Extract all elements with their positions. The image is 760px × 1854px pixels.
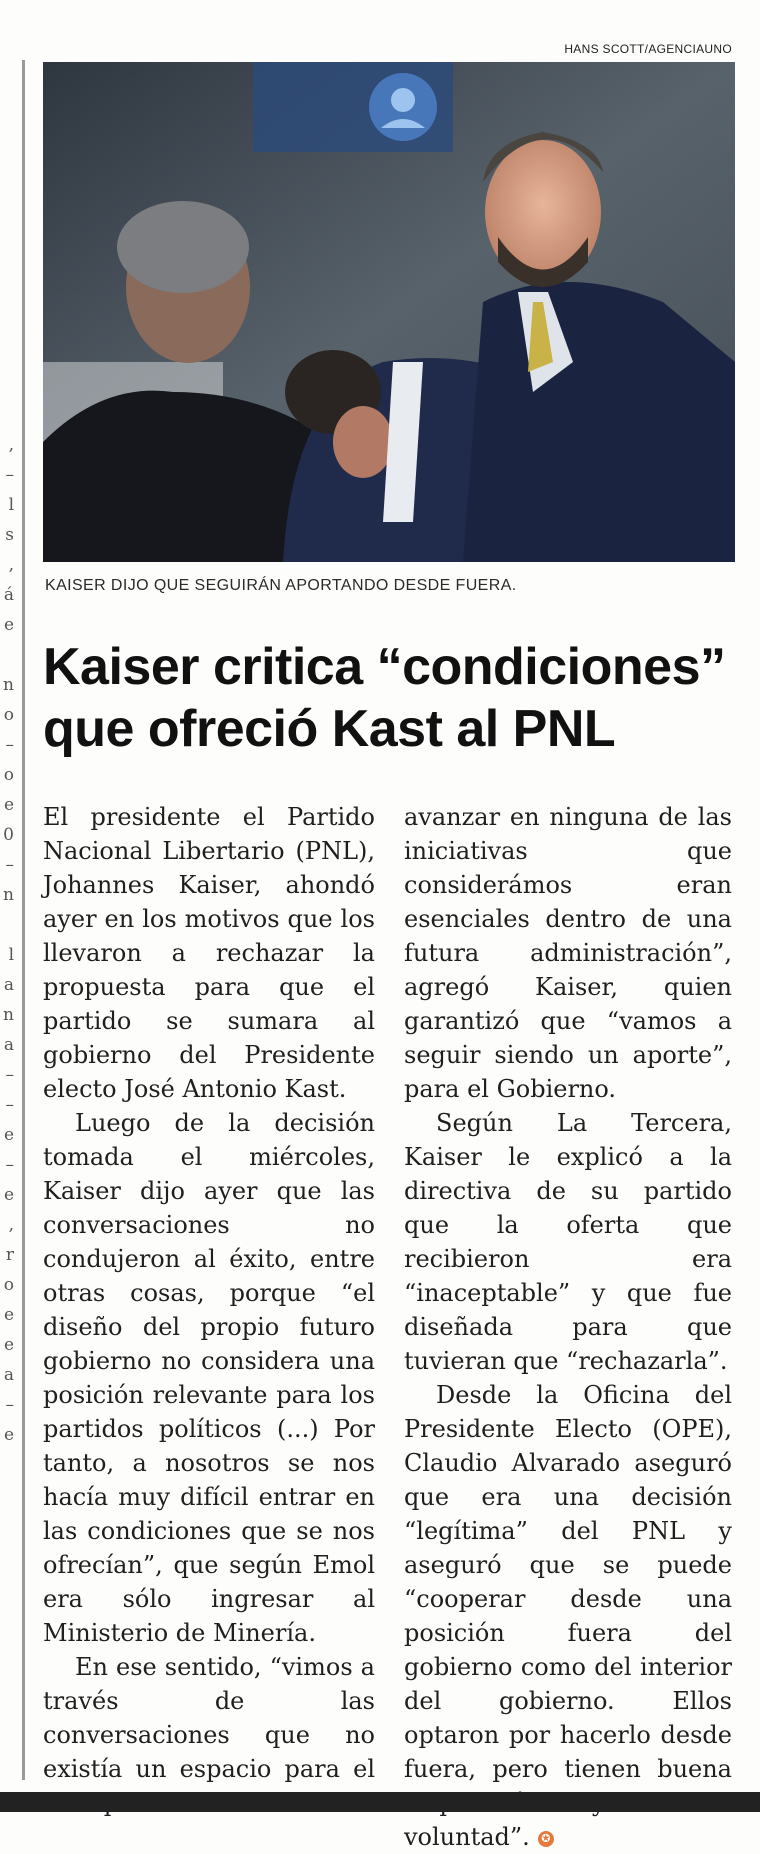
paragraph: Desde la Oficina del Presidente Electo (OPE), Claudio Alvarado aseguró que era una decisión “legítima” del PNL y aseguró que se puede “cooperar desde una posición fuera del gobierno como del interior del gobierno. Ellos optaron por hacerlo desde fuera, pero tienen buena voluntad”. [404, 1381, 732, 1851]
paragraph: Luego de la decisión tomada el miércoles, Kaiser dijo ayer que las conversaciones no condujeron al éxito, entre otras cosas, porque “el diseño del propio futuro gobierno no considera una posición relevante para los partidos políticos (...) Por tanto, a nosotros se nos hacía muy difícil entrar en las condiciones que se nos ofrecían”, que según Emol era sólo ingresar al Ministerio de Minería. [43, 1109, 375, 1647]
headline-line-2: que ofreció Kast al PNL [43, 700, 616, 758]
headline-line-1: Kaiser critica “condiciones” [43, 638, 726, 696]
news-photo [43, 62, 735, 562]
article-column-right [404, 800, 732, 1854]
paragraph: Según La Tercera, Kaiser le explicó a la directiva de su partido que la oferta que recibieron era “inaceptable” y que fue diseñada para que tuvieran que “rechazarla”. [404, 1109, 732, 1375]
adjacent-column-fragment: , – l s , á e n o – o e 0 – n l a n a – – e – e , r o e e a – e [3, 435, 14, 1445]
end-of-article-icon: ✪ [538, 1831, 554, 1847]
photo-caption: KAISER DIJO QUE SEGUIRÁN APORTANDO DESDE FUERA. [45, 577, 517, 594]
column-divider [22, 60, 25, 1780]
photo-credit: HANS SCOTT/AGENCIAUNO [564, 42, 732, 56]
bottom-rule [0, 1792, 760, 1812]
headline [43, 636, 743, 760]
paragraph: avanzar en ninguna de las iniciativas que considerámos eran esenciales dentro de una futura administración”, agregó Kaiser, quien garantizó que “vamos a seguir siendo un aporte”, para el Gobierno. [404, 803, 732, 1103]
paragraph: El presidente el Partido Nacional Libertario (PNL), Johannes Kaiser, ahondó ayer en los motivos que los llevaron a rechazar la propuesta para que el partido se sumara al gobierno del Presidente electo José Antonio Kast. [43, 803, 375, 1103]
paragraph: En ese sentido, “vimos a través de las conversaciones que no existía un espacio para el [43, 1653, 375, 1783]
article-column-left [43, 800, 375, 1820]
